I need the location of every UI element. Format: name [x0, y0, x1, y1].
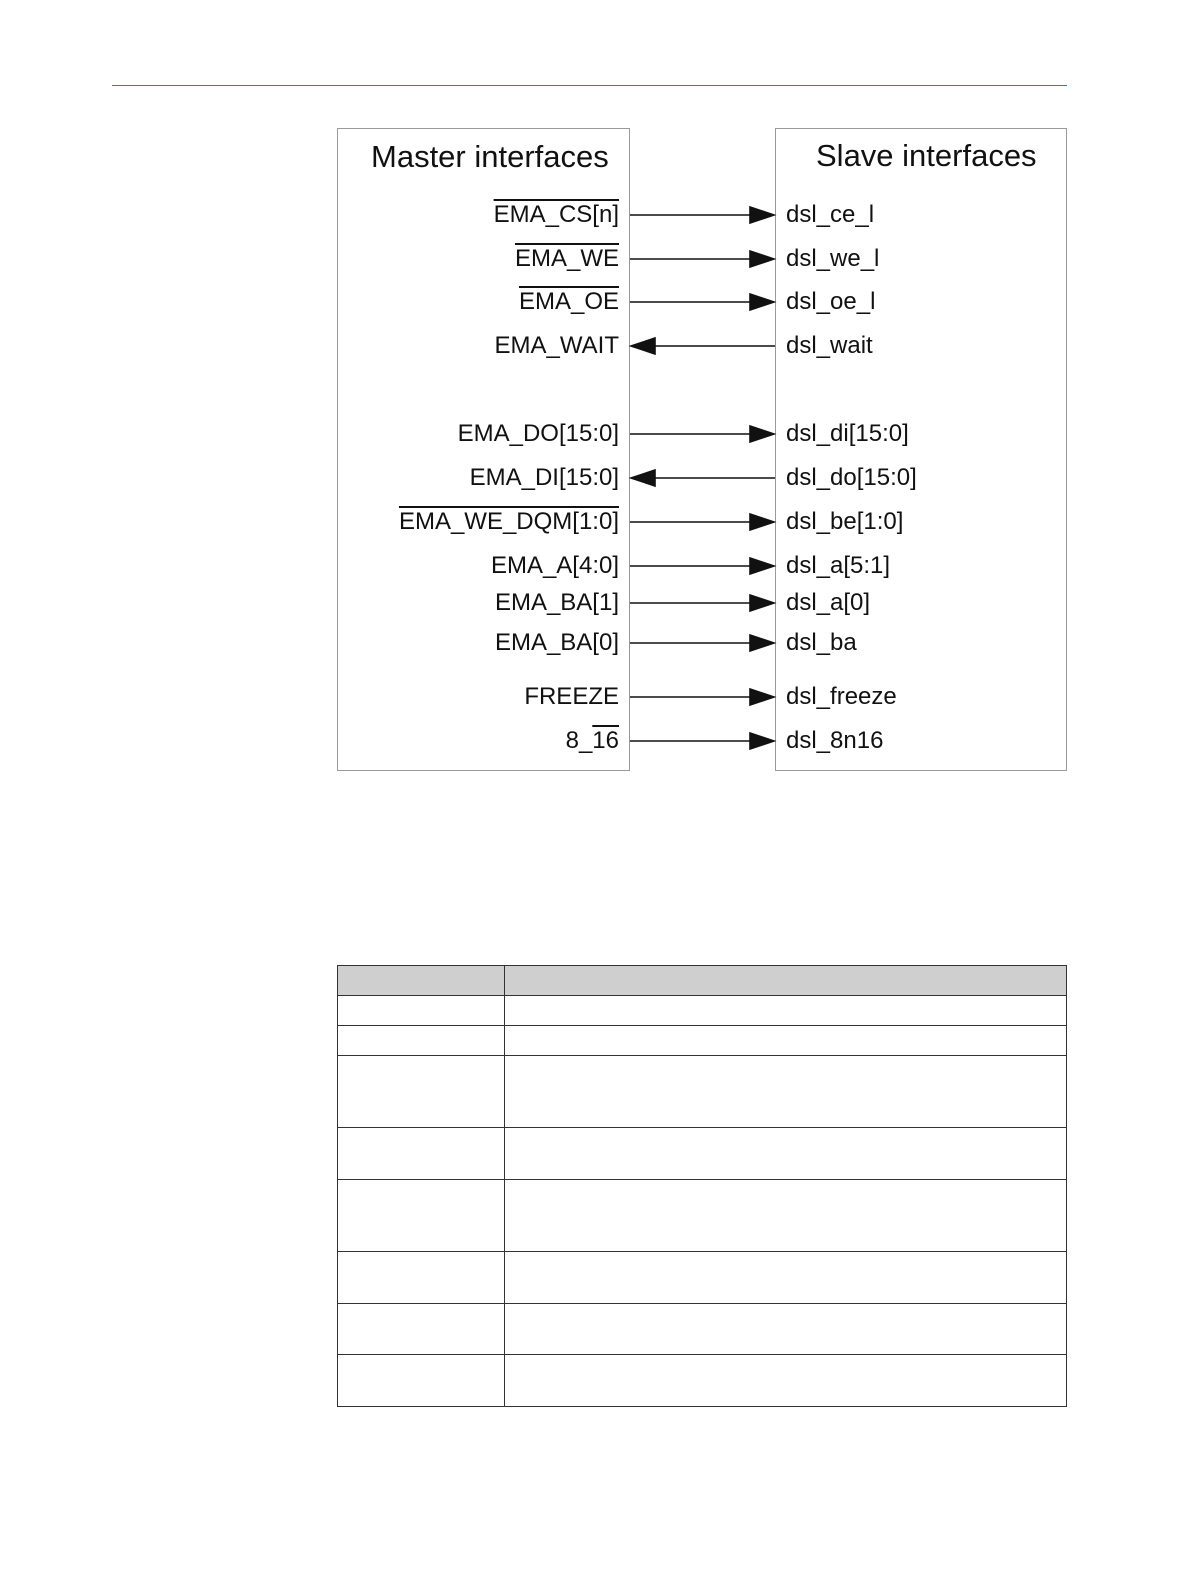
master-signal-ema-we-dqm: EMA_WE_DQM[1:0] — [398, 508, 619, 535]
slave-signal-dsl-be: dsl_be[1:0] — [786, 508, 904, 535]
slave-signal-dsl-oe-l: dsl_oe_l — [786, 288, 876, 315]
table-cell — [338, 1026, 505, 1056]
arrow-8-16 — [630, 733, 774, 749]
table-header-cell — [505, 966, 1067, 996]
master-signal-ema-di: EMA_DI[15:0] — [469, 464, 619, 491]
arrow-cs — [630, 207, 774, 223]
slave-interfaces-title: Slave interfaces — [816, 138, 1037, 173]
slave-signal-dsl-8n16: dsl_8n16 — [786, 727, 884, 754]
table-row — [338, 1180, 1067, 1252]
table-cell — [505, 1180, 1067, 1252]
arrow-wait — [631, 338, 775, 354]
table-row — [338, 1355, 1067, 1407]
arrow-do — [630, 426, 774, 442]
table-cell — [338, 1056, 505, 1128]
master-signal-ema-we: EMA_WE — [514, 245, 619, 272]
table-cell — [505, 1026, 1067, 1056]
table-cell — [505, 1252, 1067, 1304]
arrow-we-dqm — [630, 514, 774, 530]
slave-signal-dsl-ba: dsl_ba — [786, 629, 857, 656]
master-signal-ema-wait: EMA_WAIT — [494, 332, 619, 359]
table-cell — [505, 1355, 1067, 1407]
arrow-oe — [630, 294, 774, 310]
slave-signal-dsl-wait: dsl_wait — [786, 332, 873, 359]
master-signal-8-16: 8_16 — [565, 727, 619, 754]
slave-signal-dsl-a51: dsl_a[5:1] — [786, 552, 891, 579]
table-row — [338, 1026, 1067, 1056]
master-signal-ema-do: EMA_DO[15:0] — [457, 420, 619, 447]
arrow-freeze — [630, 689, 774, 705]
table-cell — [338, 1128, 505, 1180]
master-signal-ema-ba0: EMA_BA[0] — [494, 629, 619, 656]
slave-signal-dsl-di: dsl_di[15:0] — [786, 420, 909, 447]
master-interfaces-title: Master interfaces — [371, 139, 609, 174]
master-signal-ema-cs: EMA_CS[n] — [493, 201, 619, 228]
arrow-ba0 — [630, 635, 774, 651]
arrow-ba1 — [630, 595, 774, 611]
table-cell — [505, 1056, 1067, 1128]
table-header-cell — [338, 966, 505, 996]
master-signal-ema-oe: EMA_OE — [518, 288, 619, 315]
table-cell — [338, 1252, 505, 1304]
table-cell — [338, 1355, 505, 1407]
master-signal-ema-a: EMA_A[4:0] — [490, 552, 619, 579]
slave-signal-dsl-ce-l: dsl_ce_l — [786, 201, 875, 228]
signal-description-table — [337, 965, 1067, 1407]
table-cell — [505, 1304, 1067, 1355]
arrow-a — [630, 558, 774, 574]
arrow-di — [631, 470, 775, 486]
slave-signal-dsl-we-l: dsl_we_l — [786, 245, 880, 272]
slave-signal-dsl-do: dsl_do[15:0] — [786, 464, 917, 491]
table-row — [338, 996, 1067, 1026]
master-signal-ema-ba1: EMA_BA[1] — [494, 589, 619, 616]
table-cell — [505, 996, 1067, 1026]
arrow-we — [630, 251, 774, 267]
table-cell — [338, 1180, 505, 1252]
table-row — [338, 1128, 1067, 1180]
slave-signal-dsl-freeze: dsl_freeze — [786, 683, 897, 710]
table-cell — [338, 996, 505, 1026]
table-cell — [338, 1304, 505, 1355]
slave-signal-dsl-a0: dsl_a[0] — [786, 589, 871, 616]
table-row — [338, 1252, 1067, 1304]
table-row — [338, 1056, 1067, 1128]
table-cell — [505, 1128, 1067, 1180]
table-header-row — [338, 966, 1067, 996]
master-signal-freeze: FREEZE — [524, 683, 619, 710]
table-row — [338, 1304, 1067, 1355]
